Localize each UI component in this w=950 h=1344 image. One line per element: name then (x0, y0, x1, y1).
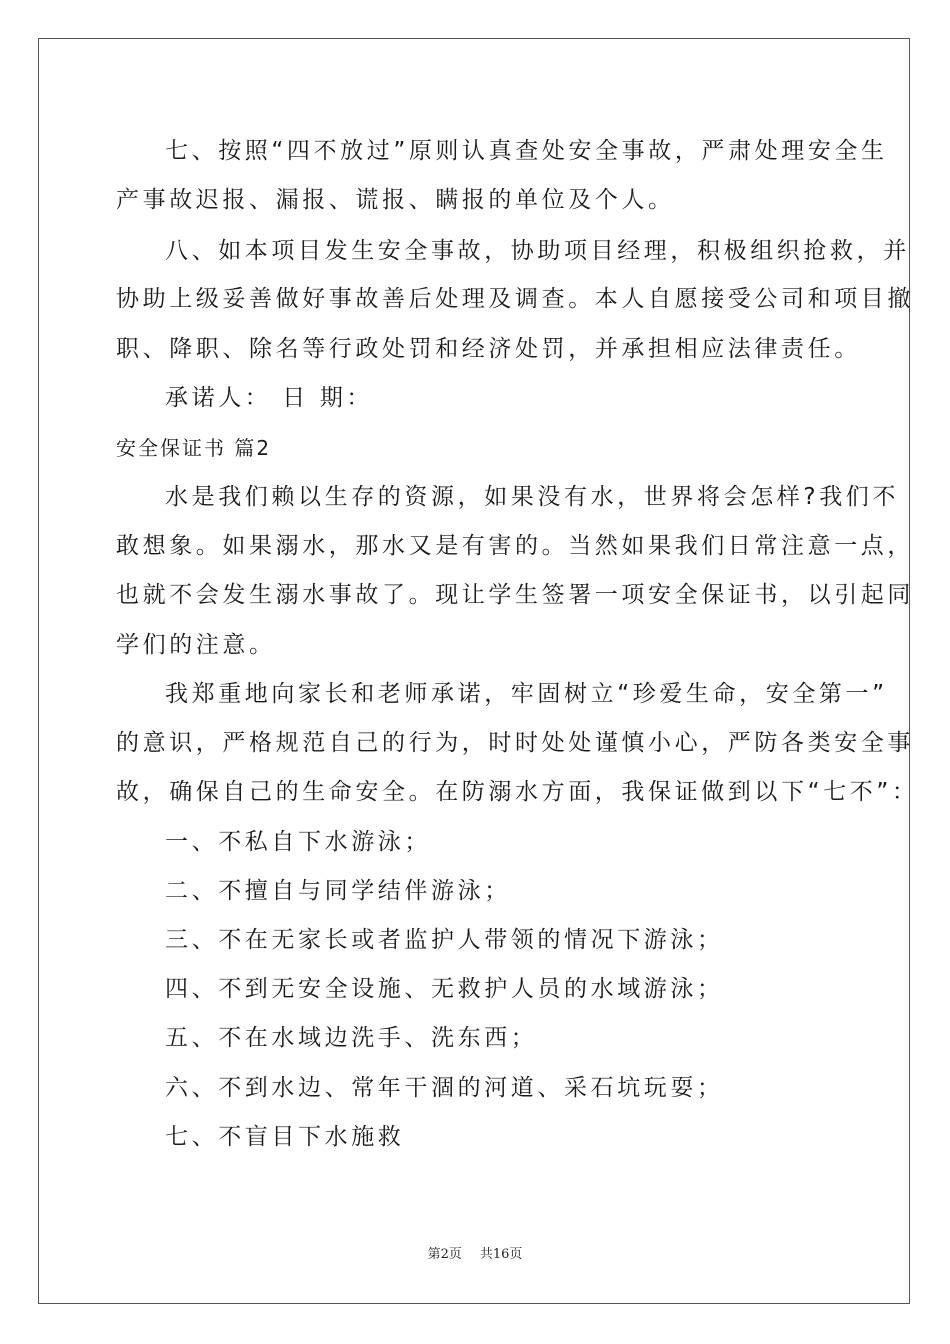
signature-line: 承诺人： 日 期： (165, 385, 374, 411)
paragraph-line: 的意识，严格规范自己的行为，时时处处谨慎小心，严防各类安全事 (116, 730, 914, 756)
paragraph-line: 协助上级妥善做好事故善后处理及调查。本人自愿接受公司和项目撤 (116, 286, 914, 312)
paragraph-line: 产事故迟报、漏报、谎报、瞒报的单位及个人。 (116, 187, 675, 213)
list-item: 一、不私自下水游泳； (165, 829, 431, 855)
list-item: 四、不到无安全设施、无救护人员的水域游泳； (165, 976, 724, 1002)
paragraph-line: 八、如本项目发生安全事故，协助项目经理，积极组织抢救，并 (165, 238, 910, 264)
list-item: 五、不在水域边洗手、洗东西； (165, 1025, 538, 1051)
paragraph-line: 故，确保自己的生命安全。在防溺水方面，我保证做到以下“七不”： (116, 779, 919, 805)
section-heading: 安全保证书 篇2 (116, 436, 272, 460)
page-number: 第2页 (427, 1247, 462, 1262)
list-item: 二、不擅自与同学结伴游泳； (165, 878, 511, 904)
page-footer (0, 1246, 950, 1264)
list-item: 三、不在无家长或者监护人带领的情况下游泳； (165, 927, 724, 953)
paragraph-line: 我郑重地向家长和老师承诺，牢固树立“珍爱生命，安全第一” (165, 681, 888, 707)
paragraph-line: 职、降职、除名等行政处罚和经济处罚，并承担相应法律责任。 (116, 336, 861, 362)
paragraph-line: 七、按照“四不放过”原则认真查处安全事故，严肃处理安全生 (165, 138, 888, 164)
list-item: 七、不盲目下水施救 (165, 1124, 405, 1150)
paragraph-line: 也就不会发生溺水事故了。现让学生签署一项安全保证书，以引起同 (116, 582, 914, 608)
page-total: 共16页 (479, 1247, 523, 1262)
page-border (38, 38, 910, 1304)
paragraph-line: 敢想象。如果溺水，那水又是有害的。当然如果我们日常注意一点， (116, 533, 914, 559)
paragraph-line: 水是我们赖以生存的资源，如果没有水，世界将会怎样?我们不 (165, 484, 900, 510)
paragraph-line: 学们的注意。 (116, 632, 276, 658)
list-item: 六、不到水边、常年干涸的河道、采石坑玩耍； (165, 1075, 724, 1101)
